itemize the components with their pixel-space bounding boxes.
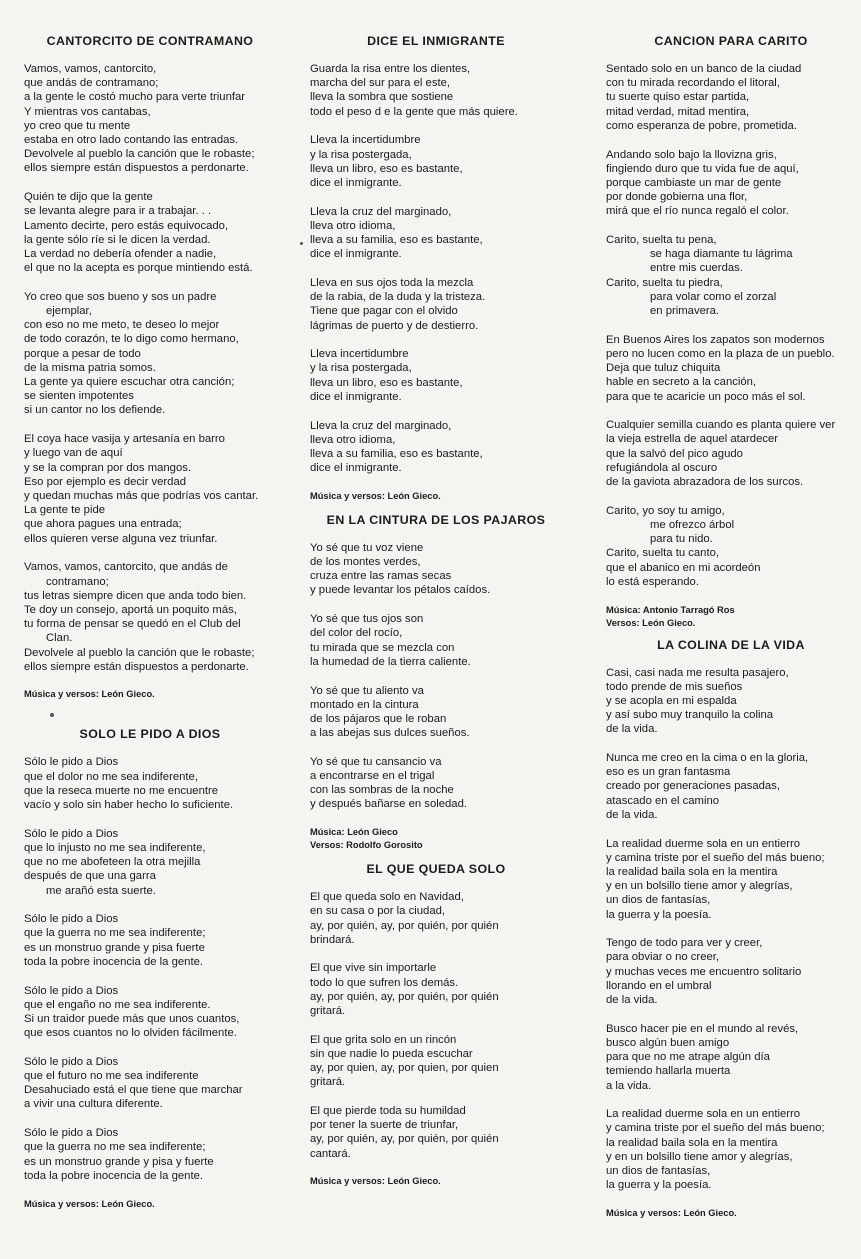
lyric-line: Carito, suelta tu canto, [606, 547, 720, 560]
lyric-line: Te doy un consejo, aportá un poquito más, [24, 603, 237, 616]
lyric-line: me ofrezco árbol [650, 518, 735, 531]
lyric-line: estaba en otro lado contando las entradas. [24, 134, 239, 147]
lyric-line: por tener la suerte de triunfar, [310, 1119, 459, 1132]
credit-line: Versos: León Gieco. [606, 617, 696, 628]
stanza [310, 133, 562, 190]
lyric-line: que esos cuantos no lo olviden fácilmente. [24, 1027, 237, 1040]
lyric-line: que el futuro no me sea indiferente [24, 1070, 199, 1083]
lyric-line: y la risa postergada, [310, 148, 412, 161]
lyric-line: del color del rocío, [310, 627, 403, 640]
lyric-line: que la salvó del pico agudo [606, 447, 743, 460]
credit-line: Versos: Rodolfo Gorosito [310, 840, 423, 851]
lyric-line: Sólo le pido a Dios [24, 984, 119, 997]
song-title: LA COLINA DE LA VIDA [657, 637, 805, 652]
stanza [606, 418, 856, 489]
lyric-line: Y mientras vos cantabas, [24, 105, 151, 118]
lyric-line: para tu nido. [650, 533, 713, 546]
lyric-line: Carito, yo soy tu amigo, [606, 504, 725, 517]
lyric-line: gritará. [310, 1005, 346, 1018]
lyric-line: que ahora pagues una entrada; [24, 518, 182, 531]
lyric-line: pero no lucen como en la plaza de un pueblo. [606, 347, 835, 360]
lyric-line: que el abanico en mi acordeón [606, 561, 761, 574]
lyric-line: todo lo que sufren los demás. [310, 976, 459, 989]
lyric-line: lleva otro idioma, [310, 433, 396, 446]
stanza [24, 1055, 276, 1112]
lyric-line: tus letras siempre dicen que anda todo bien. [24, 589, 247, 602]
lyric-line: que la reseca muerte no me encuentre [24, 784, 219, 797]
lyric-line: y camina triste por el sueño del más bueno; [606, 851, 825, 864]
stanza [606, 1107, 856, 1192]
lyric-line: Yo sé que tus ojos son [310, 613, 424, 626]
lyric-line: en su casa o por la ciudad, [310, 905, 446, 918]
lyric-line: que no me abofeteen la otra mejilla [24, 856, 201, 869]
lyric-line: ay, por quién, ay, por quién, por quién [310, 1133, 499, 1146]
lyric-line: y puede levantar los pétalos caídos. [310, 584, 491, 597]
lyric-line: a las abejas sus dulces sueños. [310, 727, 470, 740]
lyric-line: Clan. [46, 632, 73, 645]
lyric-line: La gente ya quiere escuchar otra canción; [24, 376, 235, 389]
lyric-line: la realidad baila sola en la mentira [606, 1136, 778, 1149]
lyric-line: Sólo le pido a Dios [24, 827, 119, 840]
stanza [24, 755, 276, 812]
lyric-line: la humedad de la tierra caliente. [310, 655, 471, 668]
lyric-line: Devolvele al pueblo la canción que le robaste; [24, 148, 255, 161]
stanza [310, 1033, 562, 1090]
stanza [310, 347, 562, 404]
lyric-line: lleva un libro, eso es bastante, [310, 162, 463, 175]
song-dice-el-inmigrante [310, 34, 562, 503]
lyric-line: la gente sólo ríe si le dicen la verdad. [24, 233, 211, 246]
lyric-line: Vamos, vamos, cantorcito, que andás de [24, 561, 228, 574]
column-center [310, 34, 562, 1206]
lyric-line: Nunca me creo en la cima o en la gloria, [606, 752, 809, 765]
lyric-line: La verdad no debería ofender a nadie, [24, 247, 217, 260]
lyric-line: es un monstruo grande y pisa fuerte [24, 941, 205, 954]
lyric-line: temiendo hallarla muerta [606, 1065, 731, 1078]
lyric-line: tu mirada que se mezcla con [310, 641, 455, 654]
lyric-line: y muchas veces me encuentro solitario [606, 965, 802, 978]
stanza [24, 1126, 276, 1183]
lyric-line: Lamento decirte, pero estás equivocado, [24, 219, 229, 232]
song-solo-le-pido [24, 727, 276, 1210]
lyric-line: Sólo le pido a Dios [24, 1127, 119, 1140]
lyric-line: Cualquier semilla cuando es planta quiere ver [606, 419, 836, 432]
lyric-line: todo el peso d e la gente que más quiere. [310, 105, 518, 118]
song-title: SOLO LE PIDO A DIOS [79, 727, 221, 742]
lyric-line: Sólo le pido a Dios [24, 913, 119, 926]
stanza [606, 148, 856, 219]
stanza [606, 504, 856, 589]
lyric-line: la guerra y la poesía. [606, 1179, 712, 1192]
stanza [606, 751, 856, 822]
lyric-line: mirá que el río nunca regaló el color. [606, 205, 789, 218]
lyric-line: El coya hace vasija y artesanía en barro [24, 433, 225, 446]
lyric-line: Quién te dijo que la gente [24, 191, 153, 204]
lyric-line: Sentado solo en un banco de la ciudad [606, 63, 802, 75]
lyric-line: ellos siempre están dispuestos a perdonarte. [24, 660, 249, 673]
lyric-line: como esperanza de pobre, prometida. [606, 119, 797, 132]
lyric-line: se sienten impotentes [24, 390, 134, 403]
lyric-line: y en un bolsillo tiene amor y alegrías, [606, 1150, 793, 1163]
lyric-line: me arañó esta suerte. [46, 884, 156, 897]
lyric-line: ay, por quién, ay, por quién, por quién [310, 990, 499, 1003]
lyric-line: La realidad duerme sola en un entierro [606, 1108, 801, 1121]
lyric-line: Casi, casi nada me resulta pasajero, [606, 666, 789, 679]
song-credits [606, 604, 856, 630]
lyric-line: porque a pesar de todo [24, 347, 141, 360]
lyric-line: ellos siempre están dispuestos a perdonarte. [24, 162, 249, 175]
lyric-line: ay, por quien, ay, por quien, por quien [310, 1062, 499, 1075]
lyric-line: fingiendo duro que tu vida fue de aquí, [606, 162, 799, 175]
lyric-line: La gente te pide [24, 504, 106, 517]
lyric-line: y se acopla en mi espalda [606, 694, 737, 707]
stanza [310, 62, 562, 119]
song-el-que-queda-solo [310, 862, 562, 1188]
stanza [606, 936, 856, 1007]
lyric-line: lo está esperando. [606, 575, 699, 588]
lyric-line: es un monstruo grande y pisa y fuerte [24, 1155, 214, 1168]
lyric-line: Vamos, vamos, cantorcito, [24, 63, 157, 75]
song-title: DICE EL INMIGRANTE [367, 34, 505, 48]
song-credits [310, 1175, 562, 1188]
lyric-line: si un cantor no los defiende. [24, 404, 166, 417]
song-credits [310, 826, 562, 852]
lyric-line: entre mis cuerdas. [650, 262, 743, 275]
lyric-line: a vivir una cultura diferente. [24, 1098, 163, 1111]
stanza [24, 432, 276, 546]
stanza [310, 755, 562, 812]
lyric-line: de todo corazón, te lo digo como hermano, [24, 333, 239, 346]
lyric-line: para que no me atrape algún día [606, 1051, 770, 1064]
lyric-line: Carito, suelta tu piedra, [606, 276, 723, 289]
song-credits [24, 1198, 276, 1211]
lyric-line: ay, por quién, ay, por quién, por quién [310, 919, 499, 932]
lyric-line: tu suerte quiso estar partida, [606, 91, 750, 104]
lyric-line: Lleva incertidumbre [310, 348, 409, 361]
stanza [310, 541, 562, 598]
lyric-line: Andando solo bajo la llovizna gris, [606, 148, 777, 161]
lyric-line: y se la compran por dos mangos. [24, 461, 192, 474]
column-right [606, 34, 856, 1238]
lyric-line: que el engaño no me sea indiferente. [24, 998, 211, 1011]
credit-line: Música y versos: León Gieco. [24, 689, 155, 700]
stanza [606, 62, 856, 133]
lyric-line: de la vida. [606, 723, 658, 736]
lyric-line: Carito, suelta tu pena, [606, 234, 717, 247]
song-title: EN LA CINTURA DE LOS PAJAROS [326, 512, 546, 527]
lyric-line: y después bañarse en soledad. [310, 798, 468, 811]
lyric-line: con las sombras de la noche [310, 784, 454, 797]
lyric-line: llorando en el umbral [606, 979, 712, 992]
lyric-line: Desahuciado está el que tiene que marchar [24, 1084, 243, 1097]
lyric-line: El que pierde toda su humildad [310, 1105, 466, 1118]
lyric-line: Yo sé que tu voz viene [310, 541, 424, 554]
lyric-line: y quedan muchas más que podrías vos cantar. [24, 489, 259, 502]
stanza [606, 837, 856, 922]
lyric-line: de la vida. [606, 808, 658, 821]
song-colina-vida [606, 638, 856, 1221]
stanza [310, 1104, 562, 1161]
lyric-line: dice el inmigrante. [310, 390, 402, 403]
stanza [24, 290, 276, 418]
lyric-line: mitad verdad, mitad mentira, [606, 105, 750, 118]
lyric-line: la realidad baila sola en la mentira [606, 865, 778, 878]
lyric-line: toda la pobre inocencia de la gente. [24, 955, 204, 968]
stanza [310, 684, 562, 741]
lyric-line: a encontrarse en el trigal [310, 770, 435, 783]
lyric-line: se haga diamante tu lágrima [650, 248, 793, 261]
lyric-line: un dios de fantasías, [606, 894, 711, 907]
lyric-line: y así subo muy tranquilo la colina [606, 709, 774, 722]
credit-line: Música: León Gieco [310, 827, 398, 838]
lyric-line: yo creo que tu mente [24, 119, 131, 132]
lyric-line: de los montes verdes, [310, 556, 421, 569]
lyric-line: cruza entre las ramas secas [310, 570, 452, 583]
lyric-line: dice el inmigrante. [310, 176, 402, 189]
lyric-line: Sólo le pido a Dios [24, 756, 119, 769]
lyric-line: y camina triste por el sueño del más bueno; [606, 1122, 825, 1135]
song-title: CANTORCITO DE CONTRAMANO [46, 34, 254, 48]
credit-line: Música y versos: León Gieco. [310, 1176, 441, 1187]
lyric-line: marcha del sur para el este, [310, 77, 451, 90]
lyric-line: gritará. [310, 1076, 346, 1089]
lyric-line: por donde gobierna una flor, [606, 191, 748, 204]
lyric-line: de los pájaros que le roban [310, 712, 447, 725]
lyric-line: lleva otro idioma, [310, 219, 396, 232]
stanza [310, 205, 562, 262]
lyric-line: Busco hacer pie en el mundo al revés, [606, 1022, 799, 1035]
lyric-line: lleva a su familia, eso es bastante, [310, 447, 483, 460]
stanza [24, 827, 276, 898]
lyric-line: en primavera. [650, 305, 720, 318]
lyric-line: La realidad duerme sola en un entierro [606, 837, 801, 850]
song-title: CANCION PARA CARITO [654, 34, 808, 48]
lyric-line: después de que una garra [24, 870, 156, 883]
lyric-line: El que vive sin importarle [310, 962, 437, 975]
lyric-line: a la vida. [606, 1079, 652, 1092]
lyric-line: dice el inmigrante. [310, 462, 402, 475]
lyric-line: contramano; [46, 575, 109, 588]
lyric-line: Lleva la incertidumbre [310, 134, 421, 147]
lyric-line: ejemplar, [46, 305, 92, 318]
lyric-line: toda la pobre inocencia de la gente. [24, 1169, 204, 1182]
lyric-line: lleva la sombra que sostiene [310, 91, 454, 104]
lyric-line: En Buenos Aires los zapatos son modernos [606, 333, 825, 346]
lyric-line: la guerra y la poesía. [606, 908, 712, 921]
lyric-line: Sólo le pido a Dios [24, 1055, 119, 1068]
song-credits [24, 688, 276, 701]
song-cantorcito [24, 34, 276, 701]
stanza [310, 419, 562, 476]
lyric-line: Guarda la risa entre los dientes, [310, 63, 471, 75]
lyric-line: busco algún buen amigo [606, 1036, 730, 1049]
lyric-line: y la risa postergada, [310, 362, 412, 375]
stanza [24, 912, 276, 969]
lyric-line: ellos quieren verse alguna vez triunfar. [24, 532, 218, 545]
lyric-line: que el dolor no me sea indiferente, [24, 770, 198, 783]
credit-line: Música: Antonio Tarragó Ros [606, 604, 735, 615]
column-left [24, 34, 276, 1229]
lyric-line: vacío y solo sin haber hecho lo suficiente. [24, 799, 234, 812]
lyric-line: Lleva en sus ojos toda la mezcla [310, 276, 474, 289]
lyric-line: cantará. [310, 1147, 351, 1160]
lyric-line: con eso no me meto, te deseo lo mejor [24, 319, 220, 332]
lyric-line: refugiándola al oscuro [606, 461, 718, 474]
stanza [24, 984, 276, 1041]
stanza [606, 333, 856, 404]
stanza [24, 190, 276, 275]
lyric-line: de la misma patria somos. [24, 361, 156, 374]
stanza [606, 1022, 856, 1093]
lyric-line: creado por generaciones pasadas, [606, 780, 780, 793]
lyric-line: atascado en el camino [606, 794, 720, 807]
print-speck [300, 242, 303, 245]
lyric-line: un dios de fantasías, [606, 1165, 711, 1178]
credit-line: Música y versos: León Gieco. [606, 1208, 737, 1218]
stanza [606, 666, 856, 737]
song-cancion-carito [606, 34, 856, 630]
lyric-line: montado en la cintura [310, 698, 419, 711]
lyric-line: que la guerra no me sea indiferente; [24, 927, 206, 940]
lyric-line: lleva un libro, eso es bastante, [310, 376, 463, 389]
lyric-line: que la guerra no me sea indiferente; [24, 1141, 206, 1154]
stanza [310, 890, 562, 947]
lyric-line: Yo sé que tu aliento va [310, 684, 424, 697]
lyric-line: todo prende de mis sueños [606, 680, 743, 693]
lyric-line: el que no la acepta es porque mintiendo está. [24, 262, 253, 275]
credit-line: Música y versos: León Gieco. [310, 490, 441, 501]
lyric-line: Si un traidor puede más que unos cuantos, [24, 1012, 240, 1025]
lyric-line: El que grita solo en un rincón [310, 1033, 457, 1046]
lyric-line: para obviar o no creer, [606, 951, 720, 964]
lyric-line: de la gaviota abrazadora de los surcos. [606, 476, 804, 489]
lyric-line: la vieja estrella de aquel atardecer [606, 433, 779, 446]
lyric-line: Lleva la cruz del marginado, [310, 419, 452, 432]
lyric-line: de la rabia, de la duda y la tristeza. [310, 291, 486, 304]
stanza [310, 276, 562, 333]
lyric-line: Yo sé que tu cansancio va [310, 755, 442, 768]
lyric-line: que andás de contramano; [24, 77, 159, 90]
lyric-line: Lleva la cruz del marginado, [310, 205, 452, 218]
lyric-line: sin que nadie lo pueda escuchar [310, 1047, 473, 1060]
stanza [310, 961, 562, 1018]
lyric-line: lágrimas de puerto y de destierro. [310, 319, 479, 332]
stanza [310, 612, 562, 669]
lyric-line: Deja que tuluz chiquita [606, 362, 721, 375]
song-credits [606, 1207, 856, 1220]
lyric-line: a la gente le costó mucho para verte triunfar [24, 91, 246, 104]
lyric-line: brindará. [310, 933, 355, 946]
lyric-line: Tengo de todo para ver y creer, [606, 937, 763, 950]
lyric-line: y luego van de aquí [24, 447, 123, 460]
song-credits [310, 490, 562, 503]
credit-line: Música y versos: León Gieco. [24, 1198, 155, 1209]
lyric-line: para volar como el zorzal [650, 290, 777, 303]
lyric-line: dice el inmigrante. [310, 248, 402, 261]
lyric-line: con tu mirada recordando el litoral, [606, 77, 780, 90]
stanza [24, 560, 276, 674]
lyric-line: eso es un gran fantasma [606, 766, 731, 779]
lyric-line: Eso por ejemplo es decir verdad [24, 475, 187, 488]
lyric-line: hable en secreto a la canción, [606, 376, 757, 389]
lyric-line: El que queda solo en Navidad, [310, 891, 464, 904]
song-title: EL QUE QUEDA SOLO [366, 862, 506, 877]
lyric-line: se levanta alegre para ir a trabajar. . . [24, 205, 212, 218]
lyric-line: Yo creo que sos bueno y sos un padre [24, 290, 217, 303]
lyric-line: Devolvele al pueblo la canción que le robaste; [24, 646, 255, 659]
lyric-line: porque cambiaste un mar de gente [606, 176, 782, 189]
lyric-line: para que te acaricie un poco más el sol. [606, 390, 806, 403]
lyric-line: de la vida. [606, 994, 658, 1007]
song-cintura-pajaros [310, 513, 562, 852]
lyric-line: lleva a su familia, eso es bastante, [310, 234, 483, 247]
lyric-line: que lo injusto no me sea indiferente, [24, 841, 206, 854]
lyric-line: Tiene que pagar con el olvido [310, 305, 458, 318]
lyric-line: tu forma de pensar se quedó en el Club del [24, 618, 241, 631]
print-speck [50, 713, 54, 717]
lyric-line: y en un bolsillo tiene amor y alegrías, [606, 880, 793, 893]
stanza [606, 233, 856, 318]
stanza [24, 62, 276, 176]
